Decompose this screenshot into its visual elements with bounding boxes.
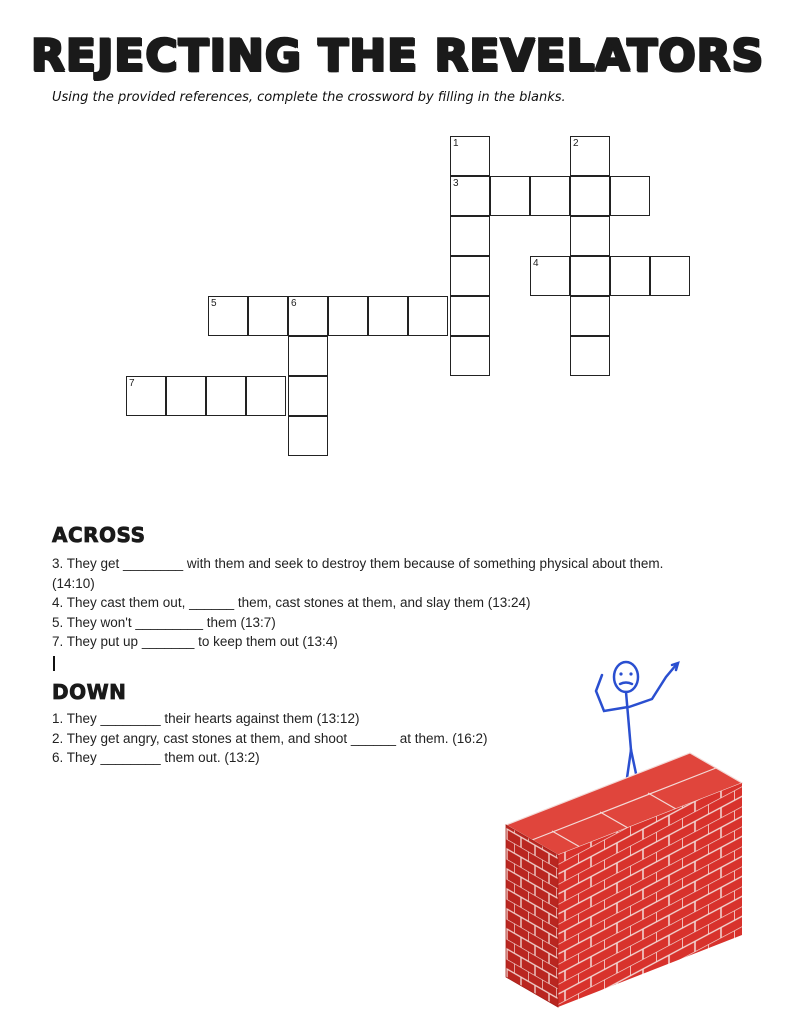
instructions: Using the provided references, complete the crossword by filling in the blanks. [52,90,566,105]
crossword-cell[interactable] [450,216,490,256]
clue-number: 7 [129,378,135,389]
crossword-cell[interactable] [288,336,328,376]
crossword-cell[interactable] [610,176,650,216]
crossword-cell[interactable] [570,176,610,216]
clue-item: 2. They get angry, cast stones at them, and shoot ______ at them. (16:2) [52,730,488,746]
clue-number: 2 [573,138,579,149]
across-clues [52,554,672,652]
crossword-cell[interactable] [450,176,490,216]
crossword-cell[interactable] [288,416,328,456]
crossword-cell[interactable] [248,296,288,336]
crossword-cell[interactable] [570,296,610,336]
crossword-cell[interactable] [246,376,286,416]
clue-number: 4 [533,258,539,269]
clue-number: 6 [291,298,297,309]
crossword-cell[interactable] [126,376,166,416]
crossword-grid [0,0,794,480]
crossword-cell[interactable] [530,256,570,296]
text-cursor [53,656,55,671]
clue-item: 7. They put up _______ to keep them out (13:4) [52,634,338,649]
crossword-cell[interactable] [570,216,610,256]
wall-illustration [500,655,750,1010]
crossword-cell[interactable] [450,296,490,336]
clue-item: 5. They won't _________ them (13:7) [52,614,276,630]
crossword-cell[interactable] [328,296,368,336]
crossword-cell[interactable] [490,176,530,216]
crossword-cell[interactable] [368,296,408,336]
crossword-cell[interactable] [570,256,610,296]
clue-item: 6. They ________ them out. (13:2) [52,750,260,765]
crossword-cell[interactable] [530,176,570,216]
clue-item: 4. They cast them out, ______ them, cast stones at them, and slay them (13:24) [52,595,531,610]
crossword-cell[interactable] [408,296,448,336]
wall-side [506,825,558,1007]
crossword-cell[interactable] [166,376,206,416]
crossword-cell[interactable] [206,376,246,416]
clue-item: 3. They get ________ with them and seek to destroy them because of something physical about them. (14:10) [52,556,664,591]
crossword-cell[interactable] [570,336,610,376]
crossword-cell[interactable] [450,256,490,296]
clue-number: 1 [453,138,459,149]
crossword-cell[interactable] [450,136,490,176]
crossword-cell[interactable] [288,296,328,336]
clue-item: 1. They ________ their hearts against them (13:12) [52,711,360,726]
clue-number: 5 [211,298,217,309]
crossword-cell[interactable] [650,256,690,296]
down-heading: DOWN [52,680,127,704]
crossword-cell[interactable] [570,136,610,176]
page-title: REJECTING THE REVELATORS [30,30,764,81]
crossword-cell[interactable] [208,296,248,336]
clue-number: 3 [453,178,459,189]
across-heading: ACROSS [52,523,146,547]
crossword-cell[interactable] [450,336,490,376]
crossword-cell[interactable] [610,256,650,296]
crossword-cell[interactable] [288,376,328,416]
